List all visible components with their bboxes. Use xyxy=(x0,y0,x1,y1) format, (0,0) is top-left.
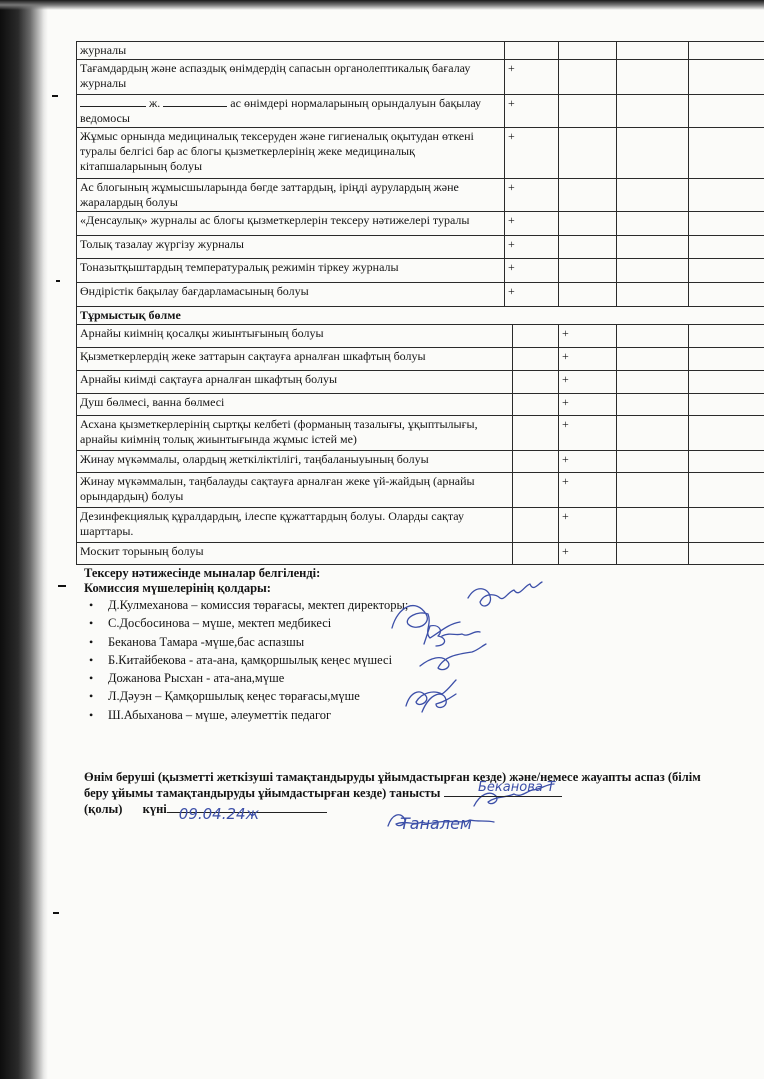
commission-members-list xyxy=(84,598,684,726)
scan-speck xyxy=(52,95,58,97)
signature-line xyxy=(444,796,562,797)
mark-cell xyxy=(617,259,689,283)
mark-cell: + xyxy=(505,236,559,259)
bullet-icon: • xyxy=(89,634,94,649)
mark-cell xyxy=(617,325,689,348)
mark-cell xyxy=(617,451,689,473)
mark-cell xyxy=(689,236,764,259)
criterion-cell: Жинау мүкәммалын, таңбалауды сақтауға арналған жеке үй-жайдың (арнайы орындардың) болуы xyxy=(77,473,513,508)
blank-line xyxy=(163,96,227,107)
table-row xyxy=(77,348,764,371)
mark-cell: + xyxy=(559,543,617,565)
table-row xyxy=(77,416,764,451)
list-item xyxy=(84,708,684,726)
scan-speck xyxy=(56,280,60,282)
mark-cell: + xyxy=(559,508,617,543)
mark-cell: + xyxy=(505,259,559,283)
mark-cell xyxy=(689,451,764,473)
table-row xyxy=(77,95,764,128)
mark-cell xyxy=(513,543,559,565)
mark-cell: + xyxy=(559,371,617,394)
handwritten-date: 09.04.24ж xyxy=(178,805,260,823)
criterion-cell: Арнайы киімді сақтауға арналған шкафтың болуы xyxy=(77,371,513,394)
mark-cell xyxy=(617,473,689,508)
bullet-icon: • xyxy=(89,616,94,631)
mark-cell xyxy=(689,212,764,236)
criterion-cell: журналы xyxy=(77,42,505,60)
table-row xyxy=(77,451,764,473)
list-item xyxy=(84,653,684,671)
criterion-cell: Арнайы киімнің қосалқы жиынтығының болуы xyxy=(77,325,513,348)
scan-speck xyxy=(53,912,59,914)
member-text: Беканова Тамара -мүше,бас аспазшы xyxy=(108,634,305,649)
table-row xyxy=(77,128,764,179)
mark-cell xyxy=(513,473,559,508)
mark-cell xyxy=(513,325,559,348)
bullet-icon: • xyxy=(89,598,94,612)
criterion-text: ж. xyxy=(149,96,161,110)
criterion-cell: Өндірістік бақылау бағдарламасының болуы xyxy=(77,283,505,307)
table-row xyxy=(77,60,764,95)
mark-cell: + xyxy=(505,283,559,307)
list-item xyxy=(84,689,684,707)
criterion-cell: Қызметкерлердің жеке заттарын сақтауға арналған шкафтың болуы xyxy=(77,348,513,371)
criterion-cell: Асхана қызметкерлерінің сыртқы келбеті (форманың тазалығы, ұқыптылығы, арнайы киімнің толық жиынтығында жұмыс істей ме) xyxy=(77,416,513,451)
mark-cell xyxy=(559,212,617,236)
results-heading: Тексеру нәтижесінде мыналар белгіленді: xyxy=(84,566,321,580)
mark-cell xyxy=(689,508,764,543)
bullet-icon: • xyxy=(89,707,94,722)
list-item xyxy=(84,616,684,634)
bullet-icon: • xyxy=(89,671,94,686)
blank-line xyxy=(80,96,146,107)
mark-cell xyxy=(513,451,559,473)
mark-cell xyxy=(559,128,617,179)
mark-cell xyxy=(689,283,764,307)
mark-cell xyxy=(513,371,559,394)
criterion-cell: Жұмыс орнында медициналық тексеруден және гигиеналық оқытудан өткені туралы белгісі бар ас блогы қызметкерлерінің жеке медициналық кітапшаларының болуы xyxy=(77,128,505,179)
date-line xyxy=(167,805,327,823)
mark-cell xyxy=(513,508,559,543)
scan-speck xyxy=(58,585,66,587)
mark-cell xyxy=(617,60,689,95)
mark-cell xyxy=(617,283,689,307)
mark-cell xyxy=(689,416,764,451)
criterion-cell: Тоназытқыштардың температуралық режимін тіркеу журналы xyxy=(77,259,505,283)
mark-cell xyxy=(617,371,689,394)
table-row xyxy=(77,283,764,307)
table-row xyxy=(77,371,764,394)
mark-cell xyxy=(559,283,617,307)
list-item xyxy=(84,671,684,689)
scan-edge-top xyxy=(0,0,764,10)
table-row xyxy=(77,212,764,236)
mark-cell: + xyxy=(505,212,559,236)
criterion-cell: «Денсаулық» журналы ас блогы қызметкерлерін тексеру нәтижелері туралы xyxy=(77,212,505,236)
mark-cell xyxy=(689,325,764,348)
mark-cell xyxy=(559,60,617,95)
acknowledgement-line-1: Өнім беруші (қызметті жеткізуші тамақтандыруды ұйымдастырған кезде) және/немесе жауапты аспаз (білім xyxy=(84,770,701,784)
acknowledgement-line-2: беру ұйымы тамақтандыруды ұйымдастырған кезде) танысты xyxy=(84,786,441,800)
mark-cell: + xyxy=(559,348,617,371)
acknowledgement-line-2-row xyxy=(84,785,744,801)
mark-cell xyxy=(689,60,764,95)
mark-cell: + xyxy=(559,416,617,451)
mark-cell xyxy=(689,394,764,416)
table-row xyxy=(77,179,764,212)
mark-cell xyxy=(689,371,764,394)
mark-cell xyxy=(689,128,764,179)
table-row xyxy=(77,394,764,416)
mark-cell xyxy=(617,508,689,543)
criterion-cell: Толық тазалау жүргізу журналы xyxy=(77,236,505,259)
mark-cell xyxy=(513,416,559,451)
mark-cell xyxy=(689,348,764,371)
member-text: Ш.Абыханова – мүше, әлеуметтік педагог xyxy=(108,707,332,722)
list-item xyxy=(84,635,684,653)
criterion-cell: Тағамдардың және аспаздық өнімдердің сапасын органолептикалық бағалау журналы xyxy=(77,60,505,95)
mark-cell xyxy=(559,179,617,212)
mark-cell xyxy=(559,42,617,60)
mark-cell xyxy=(617,179,689,212)
mark-cell xyxy=(559,95,617,128)
mark-cell: + xyxy=(559,325,617,348)
criterion-cell: Душ бөлмесі, ванна бөлмесі xyxy=(77,394,513,416)
inspection-results xyxy=(84,566,684,726)
table-row xyxy=(77,42,764,60)
signatures-heading: Комиссия мүшелерінің қолдары: xyxy=(84,581,271,595)
mark-cell xyxy=(559,259,617,283)
member-text: Д.Кулмеханова – комиссия төрағасы, мектеп директоры; xyxy=(108,598,409,612)
section-header-row xyxy=(77,307,764,325)
mark-cell xyxy=(505,42,559,60)
mark-cell xyxy=(617,128,689,179)
mark-cell: + xyxy=(559,451,617,473)
table-row xyxy=(77,473,764,508)
section-title: Тұрмыстық бөлме xyxy=(77,307,764,325)
mark-cell xyxy=(513,348,559,371)
mark-cell: + xyxy=(505,179,559,212)
sign-label: (қолы) xyxy=(84,802,123,816)
mark-cell xyxy=(617,543,689,565)
mark-cell xyxy=(513,394,559,416)
handwritten-name: Беканова Т xyxy=(478,780,555,795)
table-row xyxy=(77,325,764,348)
handwritten-surname: Таналем xyxy=(400,814,472,833)
mark-cell xyxy=(617,416,689,451)
date-label: күні xyxy=(142,802,167,816)
criterion-cell xyxy=(77,95,505,128)
criterion-text: ас өнімдері нормаларының орындалуын бақылау ведомосы xyxy=(80,96,482,125)
member-text: С.Досбосинова – мүше, мектеп медбикесі xyxy=(108,616,332,631)
mark-cell xyxy=(689,95,764,128)
mark-cell xyxy=(617,42,689,60)
mark-cell xyxy=(617,212,689,236)
mark-cell xyxy=(559,236,617,259)
table-row xyxy=(77,259,764,283)
scan-edge-left xyxy=(0,0,48,1079)
mark-cell xyxy=(617,236,689,259)
mark-cell: + xyxy=(559,473,617,508)
mark-cell: + xyxy=(505,128,559,179)
table-row xyxy=(77,543,764,565)
mark-cell xyxy=(689,42,764,60)
acknowledgement-block xyxy=(84,769,744,823)
mark-cell xyxy=(617,95,689,128)
mark-cell xyxy=(617,348,689,371)
mark-cell xyxy=(689,179,764,212)
criterion-cell: Ас блогының жұмысшыларында бөгде заттардың, іріңді аурулардың және жаралардың болуы xyxy=(77,179,505,212)
mark-cell: + xyxy=(559,394,617,416)
table-row xyxy=(77,236,764,259)
mark-cell xyxy=(689,259,764,283)
mark-cell: + xyxy=(505,60,559,95)
mark-cell: + xyxy=(505,95,559,128)
member-text: Л.Дәуэн – Қамқоршылық кеңес төрағасы,мүше xyxy=(108,689,360,704)
table-row xyxy=(77,508,764,543)
criterion-cell: Москит торының болуы xyxy=(77,543,513,565)
member-text: Б.Китайбекова - ата-ана, қамқоршылық кеңес мүшесі xyxy=(108,652,393,667)
inspection-checklist-table xyxy=(76,41,764,565)
criterion-cell: Дезинфекциялық құралдардың, ілеспе құжаттардың болуы. Оларды сақтау шарттары. xyxy=(77,508,513,543)
bullet-icon: • xyxy=(89,689,94,704)
criterion-cell: Жинау мүкәммалы, олардың жеткіліктілігі, таңбаланыуының болуы xyxy=(77,451,513,473)
mark-cell xyxy=(617,394,689,416)
mark-cell xyxy=(689,473,764,508)
mark-cell xyxy=(689,543,764,565)
member-text: Дожанова Рысхан - ата-ана,мүше xyxy=(108,671,285,686)
list-item xyxy=(84,598,684,616)
bullet-icon: • xyxy=(89,652,94,667)
